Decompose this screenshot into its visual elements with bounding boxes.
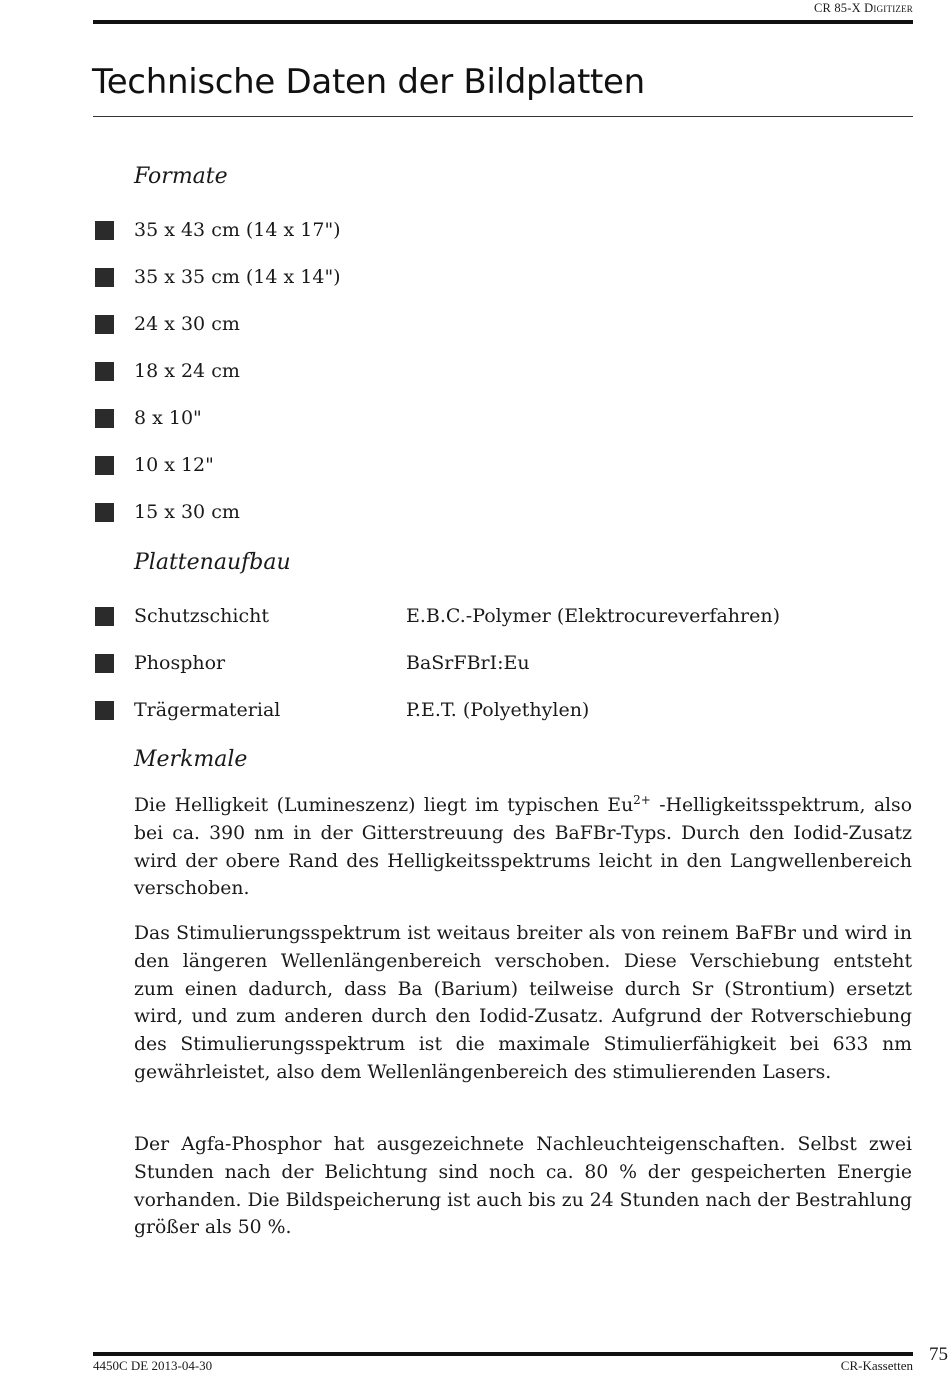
list-item (95, 264, 915, 290)
running-header (814, 1, 913, 16)
square-bullet-icon (95, 409, 114, 428)
title-rule (93, 116, 913, 117)
running-header-product: CR 85-X (813, 1, 861, 15)
square-bullet-icon (95, 315, 114, 334)
structure-label: Phosphor (134, 652, 226, 674)
running-header-word: Digitizer (864, 1, 913, 15)
square-bullet-icon (95, 607, 114, 626)
structure-row (95, 650, 915, 676)
square-bullet-icon (95, 456, 114, 475)
structure-value: P.E.T. (Polyethylen) (406, 699, 590, 721)
page-title: Technische Daten der Bildplatten (92, 62, 645, 102)
structure-label: Schutzschicht (134, 605, 269, 627)
structure-value: E.B.C.-Polymer (Elektrocureverfahren) (406, 605, 780, 627)
square-bullet-icon (95, 268, 114, 287)
list-item (95, 217, 915, 243)
square-bullet-icon (95, 701, 114, 720)
format-label: 10 x 12" (134, 454, 214, 476)
format-label: 24 x 30 cm (134, 313, 240, 335)
square-bullet-icon (95, 221, 114, 240)
footer-doc-id: 4450C DE 2013-04-30 (93, 1358, 213, 1373)
format-label: 35 x 43 cm (14 x 17") (134, 219, 341, 241)
list-item (95, 358, 915, 384)
structure-row (95, 603, 915, 629)
list-item (95, 452, 915, 478)
section-heading-plattenaufbau: Plattenaufbau (134, 550, 291, 575)
features-paragraph-1 (134, 792, 912, 903)
format-label: 8 x 10" (134, 407, 202, 429)
square-bullet-icon (95, 503, 114, 522)
page-number: 75 (929, 1344, 948, 1365)
list-item (95, 405, 915, 431)
format-label: 18 x 24 cm (134, 360, 240, 382)
footer-rule (93, 1352, 913, 1356)
format-label: 35 x 35 cm (14 x 14") (134, 266, 341, 288)
features-paragraph-3: Der Agfa-Phosphor hat ausgezeichnete Nachleuchteigenschaften. Selbst zwei Stunden nach der Belichtung sind noch ca. 80 % der gespeicherten Energie vorhanden. Die Bildspeicherung ist auch bis zu 24 Stunden nach der Bestrahlung größer als 50 %. (134, 1134, 912, 1239)
header-rule (93, 20, 913, 24)
features-paragraph-2: Das Stimulierungsspektrum ist weitaus breiter als von reinem BaFBr und wird in den längeren Wellenlängenbereich verschoben. Diese Verschiebung entsteht zum einen dadurch, dass Ba (Barium) teilweise durch Sr (Strontium) ersetzt wird, und zum anderen durch den Iodid-Zusatz. Aufgrund der Rotverschiebung des Stimulierungsspektrum ist die maximale Stimulierfähigkeit bei 633 nm gewährleistet, also dem Wellenlängenbereich des stimulierenden Lasers. (134, 923, 912, 1083)
square-bullet-icon (95, 362, 114, 381)
section-heading-formate: Formate (134, 164, 228, 189)
list-item (95, 311, 915, 337)
structure-value: BaSrFBrI:Eu (406, 652, 530, 674)
square-bullet-icon (95, 654, 114, 673)
superscript-charge: 2+ (633, 793, 651, 807)
structure-label: Trägermaterial (134, 699, 281, 721)
paragraph-1-text-b: -Helligkeitsspektrum, also bei ca. 390 nm in der Gitterstreuung des BaFBr-Typs. Durch den Iodid-Zusatz wird der obere Rand des Helligkeitsspektrums leicht in den Langwellenbereich verschoben. (134, 795, 912, 900)
paragraph-1-text-a: Die Helligkeit (Lumineszenz) liegt im typischen Eu (134, 795, 634, 816)
footer-section-title: CR-Kassetten (840, 1358, 913, 1373)
structure-row (95, 697, 915, 723)
format-label: 15 x 30 cm (134, 501, 240, 523)
list-item (95, 499, 915, 525)
section-heading-merkmale: Merkmale (134, 747, 248, 772)
